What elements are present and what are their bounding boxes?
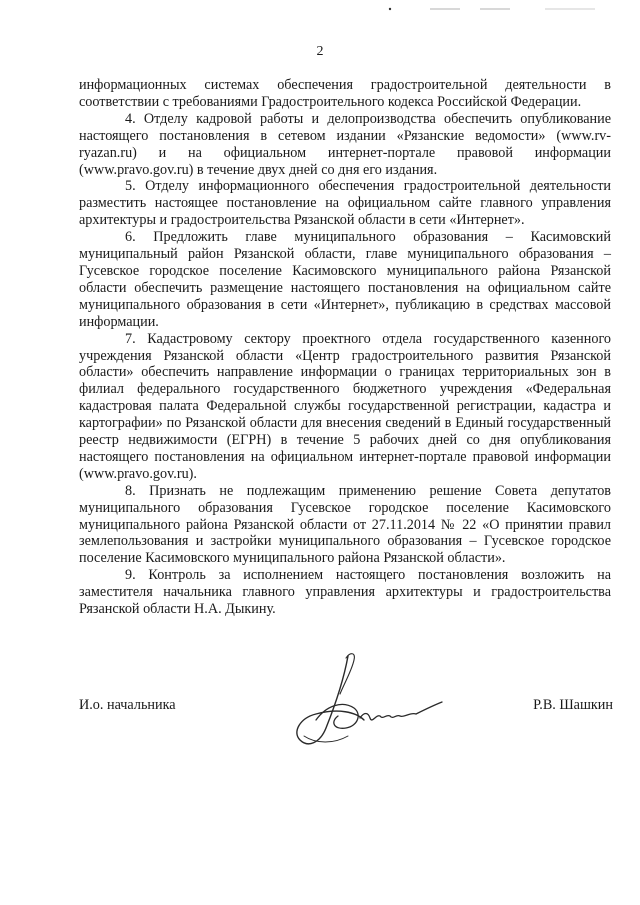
paragraph-item-7: 7. Кадастровому сектору проектного отдела государственного казенного учреждения Рязанской области «Центр градостроительного развития Рязанской области» обеспечить направление информации о границах территориальных зон в филиал федерального государственного бюджетного учреждения «Федеральная кадастровая палата Федеральной службы государственной регистрации, кадастра и картографии» по Рязанской области для внесения сведений в Единый государственный реестр недвижимости (ЕГРН) в течение 5 рабочих дней со дня опубликования настоящего постановления на официальном интернет-портале правовой информации (www.pravo.gov.ru). xyxy=(79,330,611,482)
document-body xyxy=(79,77,611,618)
paragraph-item-8: 8. Признать не подлежащим применению решение Совета депутатов муниципального образования Гусевское городское поселение Касимовского муниципального района Рязанской области от 27.11.2014 № 22 «О принятии правил землепользования и застройки муниципального образования – Гусевское городское поселение Касимовского муниципального района Рязанской области». xyxy=(79,482,611,567)
page-number: 2 xyxy=(316,44,324,59)
paragraph-item-4: 4. Отделу кадровой работы и делопроизводства обеспечить опубликование настоящего постановления в сетевом издании «Рязанские ведомости» (www.rv-ryazan.ru) и на официальном интернет-портале правовой информации (www.pravo.gov.ru) в течение двух дней со дня его издания. xyxy=(79,110,611,178)
paragraph-item-6: 6. Предложить главе муниципального образования – Касимовский муниципальный район Рязанской области, главе муниципального образования – Гусевское городское поселение Касимовского муниципального района Рязанской области обеспечить размещение настоящего постановления на официальном сайте муниципального образования в сети «Интернет», публикацию в средствах массовой информации. xyxy=(79,229,611,330)
scan-artifact-marks xyxy=(380,6,630,16)
signatory-name: Р.В. Шашкин xyxy=(533,697,613,713)
handwritten-signature xyxy=(286,648,446,758)
paragraph-continuation: информационных системах обеспечения градостроительной деятельности в соответствии с требованиями Градостроительного кодекса Российской Федерации. xyxy=(79,77,611,110)
paragraph-item-9: 9. Контроль за исполнением настоящего постановления возложить на заместителя начальника главного управления архитектуры и градостроительства Рязанской области Н.А. Дыкину. xyxy=(79,567,611,618)
signatory-title: И.о. начальника xyxy=(79,697,176,713)
paragraph-item-5: 5. Отделу информационного обеспечения градостроительной деятельности разместить настоящее постановление на официальном сайте главного управления архитектуры и градостроительства Рязанской области в сети «Интернет». xyxy=(79,178,611,229)
